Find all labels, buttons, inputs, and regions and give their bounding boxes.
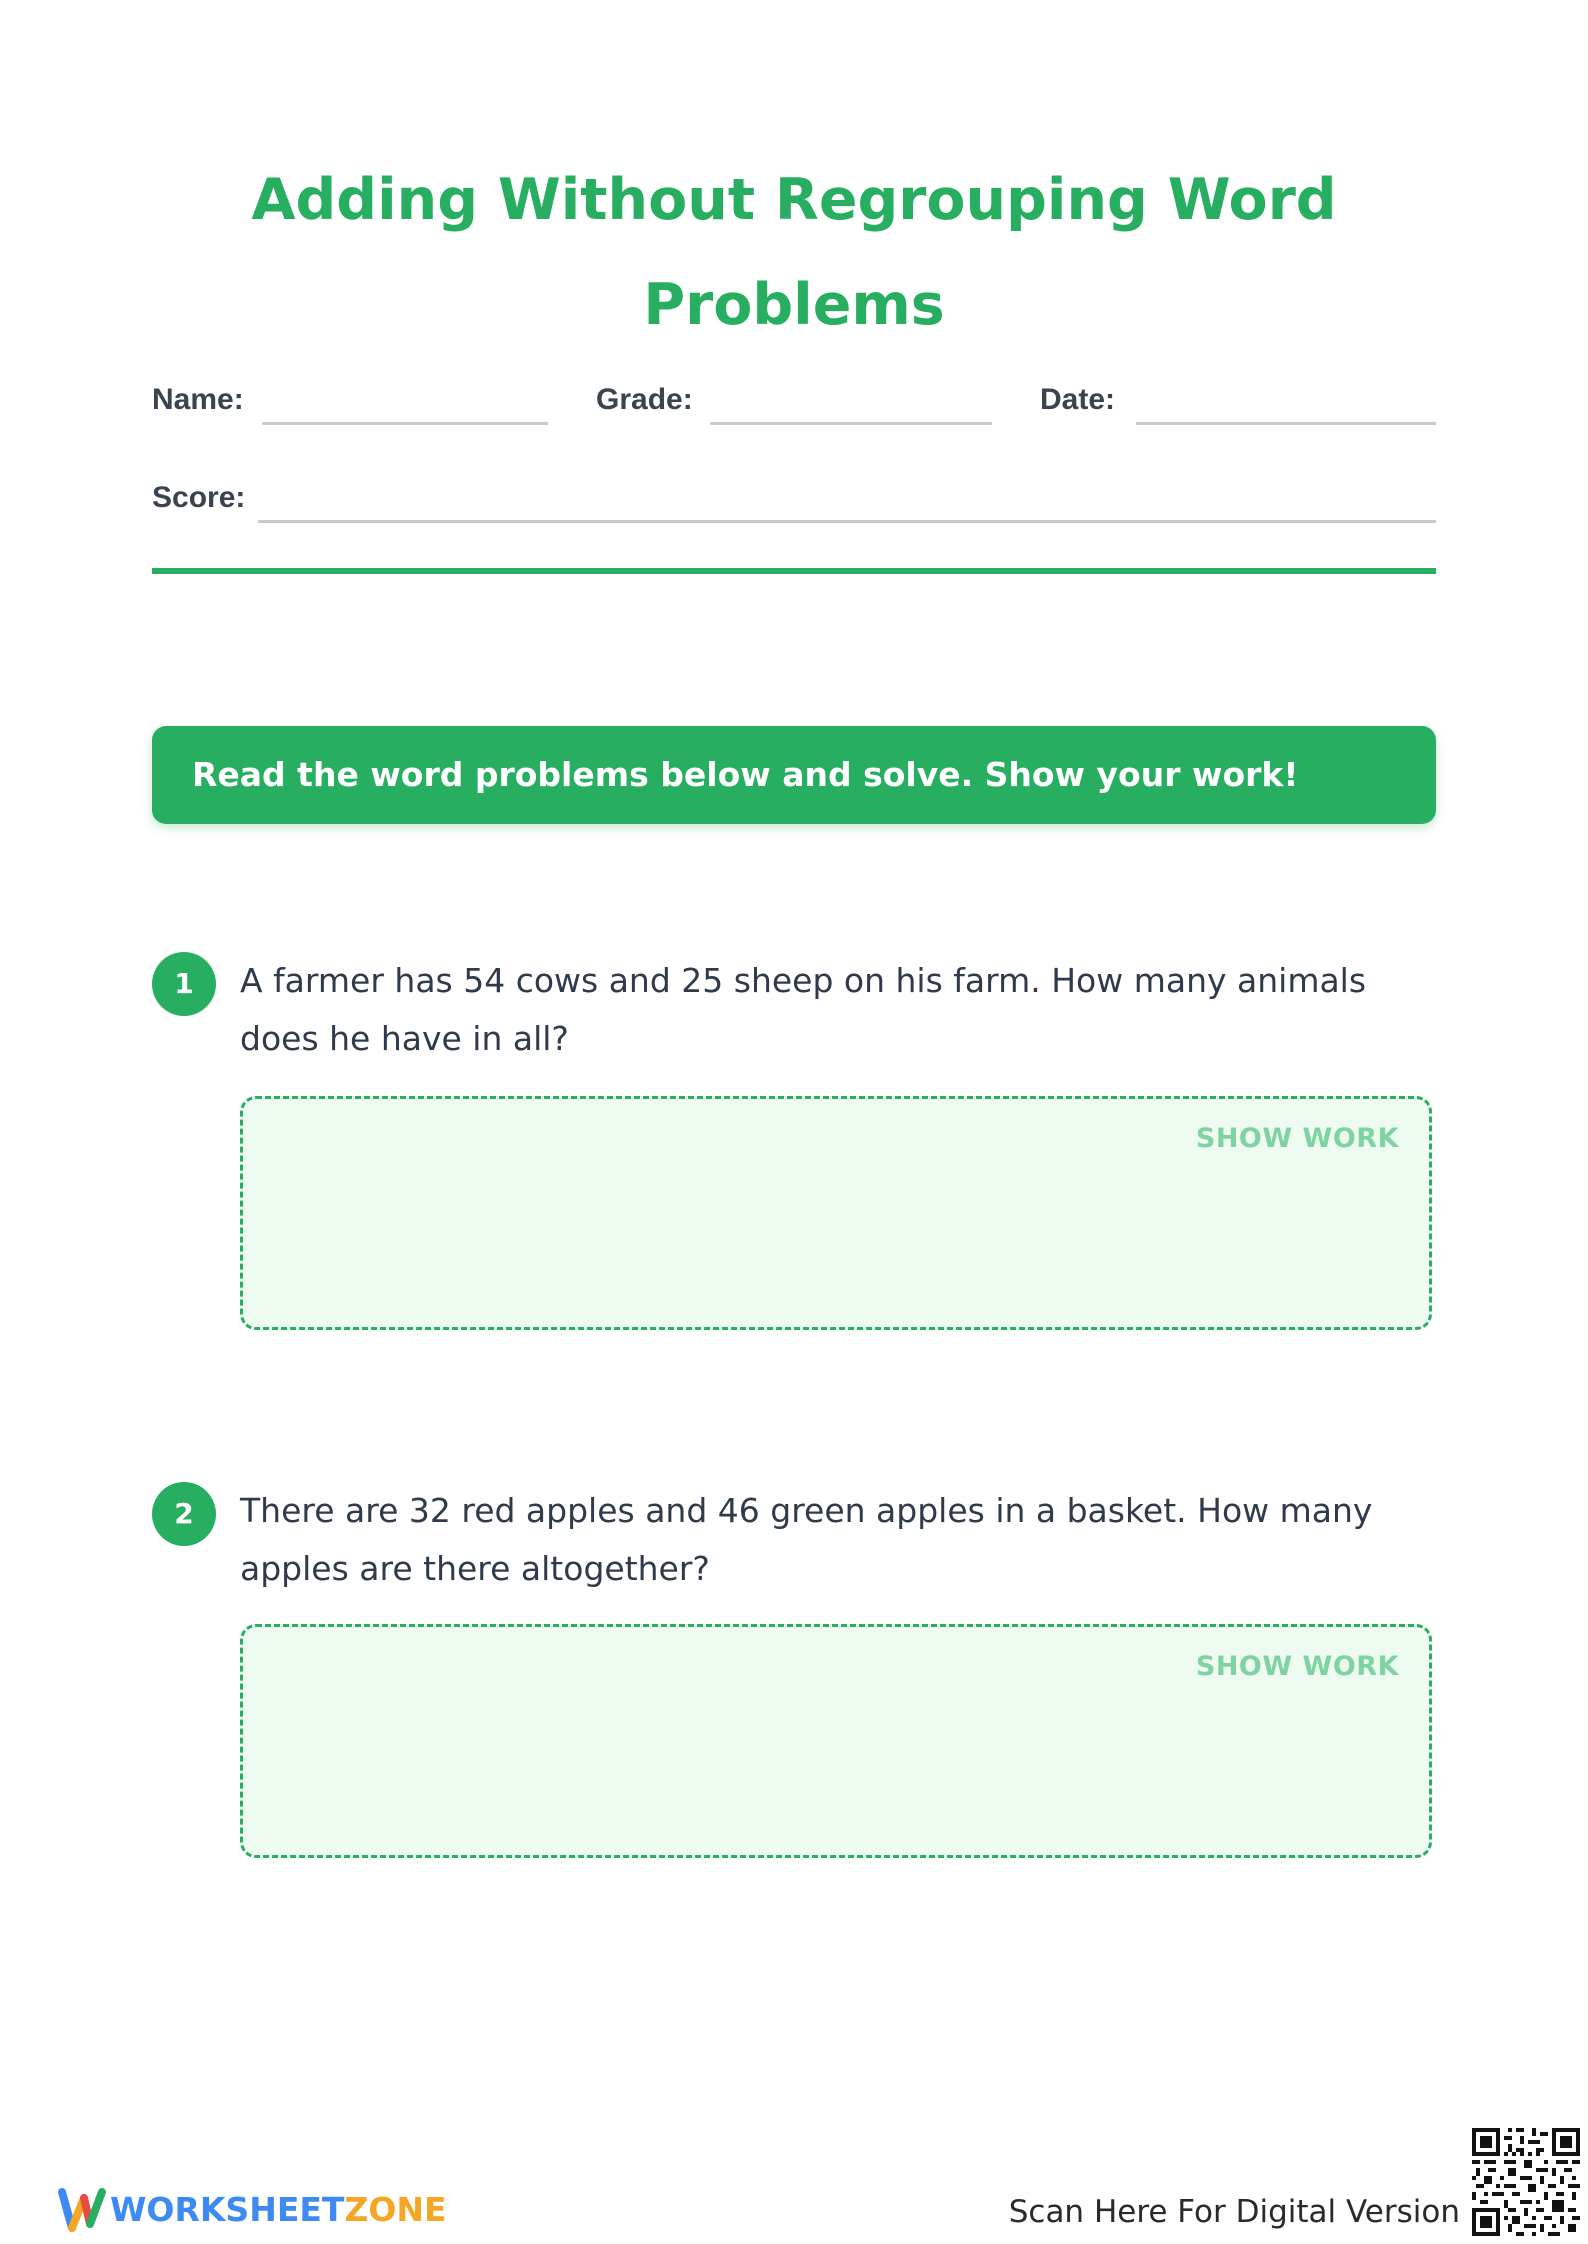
- score-field[interactable]: [258, 520, 1436, 523]
- work-area-1[interactable]: [240, 1096, 1432, 1330]
- name-label: Name:: [152, 383, 244, 416]
- grade-label: Grade:: [596, 383, 693, 416]
- grade-field[interactable]: [710, 422, 992, 425]
- question-number-1: 1: [152, 952, 216, 1016]
- question-text-1: A farmer has 54 cows and 25 sheep on his farm. How many animals does he have in all?: [240, 961, 1367, 1058]
- show-work-label-1: SHOW WORK: [1195, 1123, 1399, 1154]
- scan-text: Scan Here For Digital Version: [1008, 2194, 1460, 2230]
- worksheetzone-logo-icon: [56, 2184, 108, 2236]
- header-divider: [152, 568, 1436, 574]
- instructions-banner: [152, 726, 1436, 824]
- instructions-text: Read the word problems below and solve. Show your work!: [192, 755, 1299, 794]
- footer-brand: [110, 2190, 447, 2230]
- date-field[interactable]: [1136, 422, 1436, 425]
- brand-text-worksheet: WORKSHEET: [110, 2190, 345, 2229]
- score-label: Score:: [152, 481, 246, 514]
- show-work-label-2: SHOW WORK: [1195, 1651, 1399, 1682]
- brand-text-zone: ZONE: [344, 2190, 447, 2229]
- date-label: Date:: [1040, 383, 1116, 416]
- work-area-2[interactable]: [240, 1624, 1432, 1858]
- name-field[interactable]: [262, 422, 548, 425]
- qr-code-icon[interactable]: [1472, 2128, 1580, 2236]
- question-text-2: There are 32 red apples and 46 green apples in a basket. How many apples are there altogether?: [240, 1491, 1373, 1588]
- page-title: Adding Without Regrouping Word Problems: [251, 167, 1337, 338]
- question-number-2: 2: [152, 1482, 216, 1546]
